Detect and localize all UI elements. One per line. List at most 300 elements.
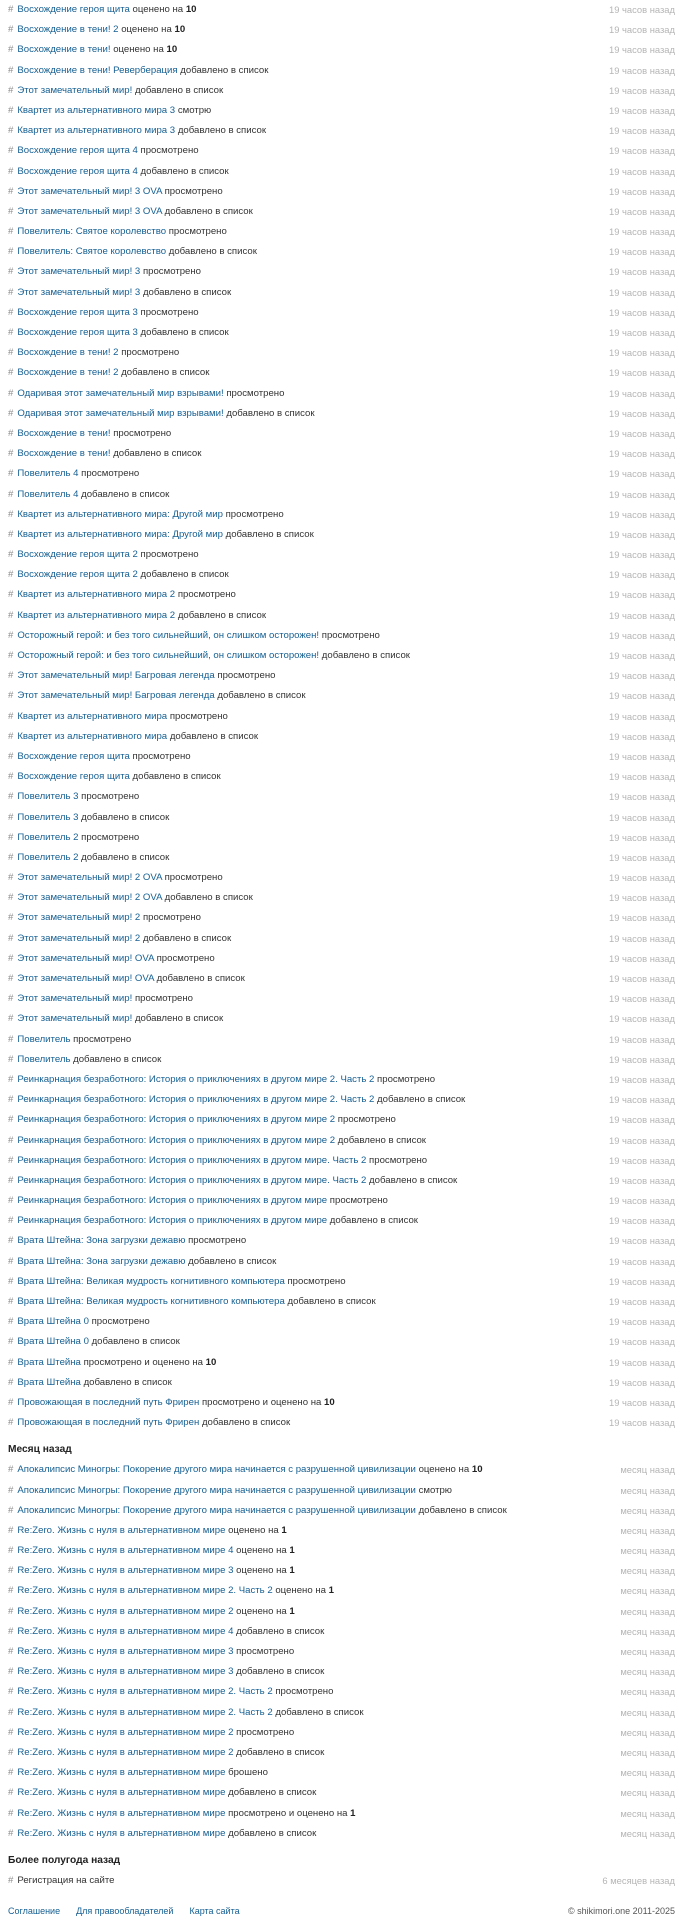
entry-action: просмотрено и оценено на — [83, 1356, 203, 1368]
entry-action: просмотрено — [140, 145, 199, 157]
entry-time: 19 часов назад — [609, 528, 675, 540]
anime-link[interactable]: Восхождение героя щита — [17, 4, 130, 15]
hash-icon: # — [8, 185, 14, 197]
entry-action: просмотрено — [226, 387, 285, 399]
anime-link[interactable]: Этот замечательный мир! 3 — [17, 266, 141, 278]
entry-time: 19 часов назад — [609, 730, 675, 742]
anime-link[interactable]: Повелитель 3 — [17, 791, 79, 803]
history-list-month — [0, 1460, 683, 1844]
entry-action: добавлено в список — [236, 1746, 325, 1758]
anime-link[interactable]: Этот замечательный мир! OVA — [17, 973, 154, 984]
history-entry — [0, 848, 683, 868]
hash-icon: # — [8, 932, 14, 944]
hash-icon: # — [8, 1767, 14, 1779]
history-entry — [0, 1332, 683, 1352]
hash-icon: # — [8, 64, 14, 76]
anime-link[interactable]: Врата Штейна — [17, 1376, 81, 1388]
anime-link[interactable]: Одаривая этот замечательный мир взрывами! — [17, 387, 224, 399]
anime-link[interactable]: Повелитель 4 — [17, 488, 79, 500]
anime-link[interactable]: Восхождение в тени! 2 — [17, 367, 119, 379]
entry-action: просмотрено — [134, 993, 194, 1005]
hash-icon: # — [8, 1154, 14, 1166]
anime-link[interactable]: Этот замечательный мир! 2 OVA — [17, 872, 162, 884]
entry-action: добавлено в список — [132, 771, 221, 783]
hash-icon: # — [8, 24, 14, 36]
entry-action: просмотрено — [236, 1726, 295, 1738]
history-entry — [0, 686, 683, 706]
entry-time: месяц назад — [620, 1746, 675, 1758]
entry-time: месяц назад — [620, 1646, 675, 1657]
anime-link[interactable]: Реинкарнация безработного: История о приключениях в другом мире — [17, 1215, 328, 1227]
anime-link[interactable]: Этот замечательный мир! 2 — [17, 912, 141, 924]
anime-link[interactable]: Re:Zero. Жизнь с нуля в альтернативном мире — [17, 1767, 226, 1779]
entry-time: 19 часов назад — [609, 1356, 675, 1368]
entry-time: 19 часов назад — [609, 710, 675, 722]
history-entry — [0, 303, 683, 323]
entry-action: просмотрено — [132, 750, 191, 762]
entry-time: 19 часов назад — [609, 609, 675, 621]
entry-time: 19 часов назад — [609, 1336, 675, 1348]
history-entry — [0, 464, 683, 484]
anime-link[interactable]: Восхождение героя щита 2 — [17, 569, 138, 581]
entry-time: 19 часов назад — [609, 1235, 675, 1247]
hash-icon: # — [8, 710, 14, 722]
history-entry — [0, 1292, 683, 1312]
anime-link[interactable]: Реинкарнация безработного: История о приключениях в другом мире — [17, 1195, 328, 1207]
anime-link[interactable]: Врата Штейна: Зона загрузки дежавю — [17, 1235, 186, 1247]
hash-icon: # — [8, 1174, 14, 1186]
anime-link[interactable]: Re:Zero. Жизнь с нуля в альтернативном мире 4 — [17, 1545, 234, 1557]
entry-time: 19 часов назад — [609, 1215, 675, 1227]
hash-icon: # — [8, 306, 14, 318]
history-entry — [0, 787, 683, 807]
history-entry — [0, 1272, 683, 1292]
anime-link[interactable]: Квартет из альтернативного мира 2 — [17, 609, 176, 621]
entry-action: просмотрено — [369, 1154, 428, 1166]
hash-icon: # — [8, 104, 14, 116]
anime-link[interactable]: Этот замечательный мир! — [17, 993, 133, 1005]
footer-link-copyright-holders[interactable]: Для правообладателей — [76, 1906, 174, 1916]
history-entry — [0, 1131, 683, 1151]
hash-icon: # — [8, 1787, 14, 1799]
entry-time: 19 часов назад — [609, 952, 675, 964]
history-entry — [0, 626, 683, 646]
entry-action: просмотрено — [169, 710, 228, 722]
history-entry — [0, 1171, 683, 1191]
history-entry — [0, 121, 683, 141]
hash-icon: # — [8, 549, 14, 561]
history-entry — [0, 1642, 683, 1662]
entry-action: оценено на — [236, 1545, 287, 1557]
anime-link[interactable]: Re:Zero. Жизнь с нуля в альтернативном мире 3 — [17, 1646, 234, 1657]
history-entry — [0, 1151, 683, 1171]
anime-link[interactable]: Врата Штейна — [17, 1356, 81, 1368]
anime-link[interactable]: Восхождение героя щита — [17, 750, 130, 762]
section-title-old: Более полугода назад — [8, 1854, 121, 1866]
history-entry — [0, 222, 683, 242]
history-entry — [0, 81, 683, 101]
history-list-old — [0, 1871, 683, 1891]
hash-icon: # — [8, 145, 14, 157]
anime-link[interactable]: Осторожный герой: и без того сильнейший, он слишком осторожен! — [17, 629, 320, 641]
footer-link-agreement[interactable]: Соглашение — [8, 1906, 61, 1916]
history-entry — [0, 1353, 683, 1373]
entry-time: 19 часов назад — [609, 84, 675, 96]
entry-score: 1 — [289, 1605, 295, 1617]
entry-time: 19 часов назад — [609, 185, 675, 197]
entry-time: 19 часов назад — [609, 44, 675, 56]
history-entry — [0, 1541, 683, 1561]
entry-score: 10 — [166, 44, 178, 56]
anime-link[interactable]: Re:Zero. Жизнь с нуля в альтернативном мире — [17, 1827, 226, 1839]
hash-icon: # — [8, 1524, 14, 1536]
entry-time: 19 часов назад — [609, 589, 675, 601]
hash-icon: # — [8, 1807, 14, 1819]
anime-link[interactable]: Квартет из альтернативного мира 3 — [17, 125, 176, 137]
history-entry — [0, 1191, 683, 1211]
anime-link[interactable]: Восхождение в тени! 2 — [17, 24, 119, 36]
hash-icon: # — [8, 872, 14, 884]
hash-icon: # — [8, 1874, 14, 1886]
history-entry — [0, 767, 683, 787]
entry-action: просмотрено — [140, 306, 199, 318]
anime-link[interactable]: Этот замечательный мир! 3 — [17, 286, 141, 298]
anime-link[interactable]: Re:Zero. Жизнь с нуля в альтернативном мире 3 — [17, 1666, 234, 1678]
entry-action: просмотрено и оценено на — [201, 1396, 322, 1408]
entry-time: 19 часов назад — [609, 872, 675, 884]
entry-action: добавлено в список — [81, 851, 170, 863]
history-entry — [0, 202, 683, 222]
history-entry — [0, 1743, 683, 1763]
history-entry — [0, 949, 683, 969]
entry-time: 19 часов назад — [609, 851, 675, 863]
anime-link[interactable]: Квартет из альтернативного мира 3 — [17, 104, 176, 116]
anime-link[interactable]: Реинкарнация безработного: История о приключениях в другом мире 2. Часть 2 — [17, 1094, 375, 1106]
footer — [0, 1902, 683, 1920]
entry-time: 19 часов назад — [609, 993, 675, 1005]
anime-link[interactable]: Этот замечательный мир! Багровая легенда — [17, 670, 215, 682]
anime-link[interactable]: Re:Zero. Жизнь с нуля в альтернативном мире 4 — [17, 1625, 234, 1637]
history-entry — [0, 182, 683, 202]
anime-link[interactable]: Re:Zero. Жизнь с нуля в альтернативном мире 2 — [17, 1746, 234, 1758]
entry-action: добавлено в список — [329, 1215, 419, 1227]
hash-icon: # — [8, 387, 14, 399]
anime-link[interactable]: Повелитель 2 — [17, 851, 79, 863]
history-entry — [0, 1030, 683, 1050]
hash-icon: # — [8, 286, 14, 298]
anime-link[interactable]: Осторожный герой: и без того сильнейший, он слишком осторожен! — [17, 650, 320, 661]
anime-link[interactable]: Реинкарнация безработного: История о приключениях в другом мире 2. Часть 2 — [17, 1073, 375, 1085]
anime-link[interactable]: Этот замечательный мир! — [17, 1013, 133, 1025]
anime-link[interactable]: Реинкарнация безработного: История о приключениях в другом мире. Часть 2 — [17, 1174, 367, 1186]
entry-time: месяц назад — [620, 1585, 675, 1597]
entry-time: 19 часов назад — [609, 246, 675, 258]
anime-link[interactable]: Восхождение в тени! Реверберация — [17, 64, 178, 76]
hash-icon: # — [8, 1666, 14, 1678]
anime-link[interactable]: Re:Zero. Жизнь с нуля в альтернативном мире 2 — [17, 1605, 234, 1617]
entry-score: 1 — [289, 1565, 295, 1577]
anime-link[interactable]: Этот замечательный мир! 2 — [17, 932, 141, 944]
entry-action: просмотрено — [321, 629, 380, 641]
history-entry — [0, 1413, 683, 1433]
anime-link[interactable]: Re:Zero. Жизнь с нуля в альтернативном мире — [17, 1807, 226, 1819]
history-entry — [0, 908, 683, 928]
entry-time: 19 часов назад — [609, 1417, 675, 1429]
hash-icon: # — [8, 427, 14, 439]
history-entry — [0, 424, 683, 444]
anime-link[interactable]: Апокалипсис Миногры: Покорение другого мира начинается с разрушенной цивилизации — [17, 1464, 416, 1476]
anime-link[interactable]: Квартет из альтернативного мира — [17, 710, 168, 722]
anime-link[interactable]: Апокалипсис Миногры: Покорение другого мира начинается с разрушенной цивилизации — [17, 1504, 416, 1516]
anime-link[interactable]: Этот замечательный мир! — [17, 84, 133, 96]
history-entry — [0, 1090, 683, 1110]
entry-action: добавлено в список — [321, 650, 410, 661]
entry-action: добавлено в список — [287, 1296, 376, 1307]
history-entry — [0, 1009, 683, 1029]
entry-time: 19 часов назад — [609, 629, 675, 641]
history-entry — [0, 1824, 683, 1844]
hash-icon: # — [8, 44, 14, 56]
entry-text: Регистрация на сайте — [17, 1874, 115, 1886]
entry-time: 19 часов назад — [609, 205, 675, 217]
history-entry — [0, 1110, 683, 1130]
anime-link[interactable]: Повелитель 2 — [17, 831, 79, 843]
anime-link[interactable]: Повелитель 3 — [17, 811, 79, 823]
footer-link-sitemap[interactable]: Карта сайта — [189, 1906, 240, 1916]
entry-time: 19 часов назад — [609, 1033, 675, 1045]
anime-link[interactable]: Восхождение героя щита 2 — [17, 549, 138, 561]
entry-time: месяц назад — [620, 1464, 675, 1476]
anime-link[interactable]: Врата Штейна 0 — [17, 1336, 89, 1348]
anime-link[interactable]: Квартет из альтернативного мира: Другой мир — [17, 508, 223, 520]
entry-time: 19 часов назад — [609, 24, 675, 36]
history-entry — [0, 343, 683, 363]
history-entry — [0, 101, 683, 121]
anime-link[interactable]: Восхождение героя щита 4 — [17, 145, 138, 157]
history-entry — [0, 141, 683, 161]
hash-icon: # — [8, 1033, 14, 1045]
entry-time: месяц назад — [620, 1767, 675, 1779]
anime-link[interactable]: Восхождение героя щита 3 — [17, 306, 138, 318]
anime-link[interactable]: Реинкарнация безработного: История о приключениях в другом мире 2 — [17, 1114, 336, 1126]
entry-time: 19 часов назад — [609, 125, 675, 137]
entry-action: добавлено в список — [180, 64, 269, 76]
entry-action: просмотрено — [287, 1275, 346, 1287]
anime-link[interactable]: Этот замечательный мир! OVA — [17, 952, 154, 964]
anime-link[interactable]: Реинкарнация безработного: История о приключениях в другом мире. Часть 2 — [17, 1154, 367, 1166]
history-entry — [0, 1211, 683, 1231]
entry-action: просмотрено — [142, 912, 202, 924]
entry-action: добавлено в список — [275, 1706, 364, 1718]
entry-time: 6 месяцев назад — [602, 1874, 675, 1886]
anime-link[interactable]: Re:Zero. Жизнь с нуля в альтернативном мире 2 — [17, 1726, 234, 1738]
entry-time: 19 часов назад — [609, 1053, 675, 1065]
entry-action: просмотрено — [142, 266, 202, 278]
hash-icon: # — [8, 952, 14, 964]
history-entry — [0, 1763, 683, 1783]
entry-action: добавлено в список — [228, 1827, 317, 1839]
anime-link[interactable]: Квартет из альтернативного мира 2 — [17, 589, 176, 601]
history-entry — [0, 1050, 683, 1070]
hash-icon: # — [8, 1464, 14, 1476]
history-entry — [0, 40, 683, 60]
anime-link[interactable]: Провожающая в последний путь Фрирен — [17, 1417, 200, 1429]
entry-time: 19 часов назад — [609, 932, 675, 944]
hash-icon: # — [8, 1195, 14, 1207]
history-entry — [0, 1373, 683, 1393]
entry-time: 19 часов назад — [609, 488, 675, 500]
history-entry — [0, 646, 683, 666]
hash-icon: # — [8, 670, 14, 682]
anime-link[interactable]: Re:Zero. Жизнь с нуля в альтернативном мире — [17, 1787, 226, 1799]
entry-action: просмотрено — [188, 1235, 247, 1247]
hash-icon: # — [8, 1827, 14, 1839]
entry-score: 10 — [185, 4, 197, 15]
entry-score: 1 — [289, 1545, 295, 1557]
anime-link[interactable]: Re:Zero. Жизнь с нуля в альтернативном мире 3 — [17, 1565, 234, 1577]
entry-time: месяц назад — [620, 1625, 675, 1637]
entry-time: месяц назад — [620, 1524, 675, 1536]
anime-link[interactable]: Восхождение героя щита 4 — [17, 165, 138, 177]
anime-link[interactable]: Врата Штейна: Великая мудрость когнитивного компьютера — [17, 1296, 285, 1307]
entry-action: добавлено в список — [142, 286, 232, 298]
entry-action: оценено на — [275, 1585, 326, 1597]
entry-action: добавлено в список — [337, 1134, 427, 1146]
history-entry — [0, 1682, 683, 1702]
anime-link[interactable]: Этот замечательный мир! 3 OVA — [17, 185, 162, 197]
history-entry — [0, 585, 683, 605]
hash-icon: # — [8, 589, 14, 601]
entry-time: 19 часов назад — [609, 973, 675, 984]
anime-link[interactable]: Этот замечательный мир! Багровая легенда — [17, 690, 215, 702]
hash-icon: # — [8, 1073, 14, 1085]
entry-action: просмотрено — [337, 1114, 396, 1126]
anime-link[interactable]: Восхождение в тени! 2 — [17, 347, 119, 359]
anime-link[interactable]: Повелитель — [17, 1033, 71, 1045]
history-entry — [0, 444, 683, 464]
anime-link[interactable]: Реинкарнация безработного: История о приключениях в другом мире 2 — [17, 1134, 336, 1146]
entry-action: добавлено в список — [83, 1376, 172, 1388]
anime-link[interactable]: Апокалипсис Миногры: Покорение другого мира начинается с разрушенной цивилизации — [17, 1484, 416, 1496]
history-entry — [0, 1662, 683, 1682]
anime-link[interactable]: Врата Штейна: Зона загрузки дежавю — [17, 1255, 186, 1267]
anime-link[interactable]: Re:Zero. Жизнь с нуля в альтернативном мире 2. Часть 2 — [17, 1706, 273, 1718]
entry-action: добавлено в список — [236, 1625, 325, 1637]
hash-icon: # — [8, 327, 14, 338]
anime-link[interactable]: Восхождение в тени! — [17, 427, 111, 439]
hash-icon: # — [8, 730, 14, 742]
anime-link[interactable]: Восхождение в тени! — [17, 448, 111, 460]
anime-link[interactable]: Одаривая этот замечательный мир взрывами! — [17, 407, 224, 419]
entry-time: 19 часов назад — [609, 407, 675, 419]
anime-link[interactable]: Re:Zero. Жизнь с нуля в альтернативном мире 2. Часть 2 — [17, 1686, 273, 1698]
entry-time: 19 часов назад — [609, 1296, 675, 1307]
anime-link[interactable]: Провожающая в последний путь Фрирен — [17, 1396, 200, 1408]
anime-link[interactable]: Врата Штейна: Великая мудрость когнитивного компьютера — [17, 1275, 285, 1287]
entry-action: добавлено в список — [73, 1053, 162, 1065]
entry-time: 19 часов назад — [609, 1154, 675, 1166]
history-entry — [0, 61, 683, 81]
anime-link[interactable]: Квартет из альтернативного мира — [17, 730, 168, 742]
anime-link[interactable]: Повелитель 4 — [17, 468, 79, 480]
history-entry — [0, 485, 683, 505]
entry-time: 19 часов назад — [609, 286, 675, 298]
anime-link[interactable]: Восхождение героя щита — [17, 771, 130, 783]
entry-time: 19 часов назад — [609, 1073, 675, 1085]
hash-icon: # — [8, 771, 14, 783]
anime-link[interactable]: Повелитель — [17, 1053, 71, 1065]
anime-link[interactable]: Повелитель: Святое королевство — [17, 246, 167, 258]
entry-time: месяц назад — [620, 1787, 675, 1799]
entry-score: 1 — [281, 1524, 287, 1536]
hash-icon: # — [8, 468, 14, 480]
hash-icon: # — [8, 1396, 14, 1408]
entry-action: добавлено в список — [113, 448, 202, 460]
entry-time: 19 часов назад — [609, 912, 675, 924]
anime-link[interactable]: Восхождение героя щита 3 — [17, 327, 138, 338]
entry-score: 10 — [174, 24, 186, 36]
hash-icon: # — [8, 1417, 14, 1429]
history-entry — [0, 384, 683, 404]
history-entry — [0, 1312, 683, 1332]
hash-icon: # — [8, 851, 14, 863]
entry-time: месяц назад — [620, 1545, 675, 1557]
entry-action: просмотрено — [377, 1073, 436, 1085]
entry-time: 19 часов назад — [609, 1376, 675, 1388]
anime-link[interactable]: Врата Штейна 0 — [17, 1316, 89, 1328]
entry-time: 19 часов назад — [609, 892, 675, 904]
anime-link[interactable]: Этот замечательный мир! 3 OVA — [17, 205, 162, 217]
history-entry — [0, 1783, 683, 1803]
hash-icon: # — [8, 1356, 14, 1368]
hash-icon: # — [8, 1565, 14, 1577]
hash-icon: # — [8, 1504, 14, 1516]
entry-action: добавлено в список — [140, 327, 229, 338]
entry-action: просмотрено — [329, 1195, 388, 1207]
anime-link[interactable]: Re:Zero. Жизнь с нуля в альтернативном мире 2. Часть 2 — [17, 1585, 273, 1597]
entry-time: месяц назад — [620, 1807, 675, 1819]
history-entry — [0, 20, 683, 40]
entry-time: 19 часов назад — [609, 165, 675, 177]
entry-time: 19 часов назад — [609, 64, 675, 76]
entry-time: месяц назад — [620, 1504, 675, 1516]
anime-link[interactable]: Повелитель: Святое королевство — [17, 226, 167, 238]
anime-link[interactable]: Re:Zero. Жизнь с нуля в альтернативном мире — [17, 1524, 226, 1536]
anime-link[interactable]: Квартет из альтернативного мира: Другой мир — [17, 528, 223, 540]
anime-link[interactable]: Восхождение в тени! — [17, 44, 111, 56]
entry-time: 19 часов назад — [609, 811, 675, 823]
entry-action: добавлено в список — [201, 1417, 291, 1429]
history-entry — [0, 727, 683, 747]
entry-action: добавлено в список — [377, 1094, 466, 1106]
hash-icon: # — [8, 1013, 14, 1025]
entry-action: добавлено в список — [369, 1174, 458, 1186]
history-entry — [0, 323, 683, 343]
anime-link[interactable]: Этот замечательный мир! 2 OVA — [17, 892, 162, 904]
hash-icon: # — [8, 1275, 14, 1287]
hash-icon: # — [8, 1134, 14, 1146]
entry-score: 1 — [350, 1807, 356, 1819]
entry-time: 19 часов назад — [609, 1255, 675, 1267]
history-entry — [0, 363, 683, 383]
hash-icon: # — [8, 1094, 14, 1106]
hash-icon: # — [8, 912, 14, 924]
hash-icon: # — [8, 1686, 14, 1698]
entry-action: добавлено в список — [134, 84, 224, 96]
entry-action: добавлено в список — [81, 811, 170, 823]
entry-action: добавлено в список — [91, 1336, 180, 1348]
entry-time: 19 часов назад — [609, 427, 675, 439]
